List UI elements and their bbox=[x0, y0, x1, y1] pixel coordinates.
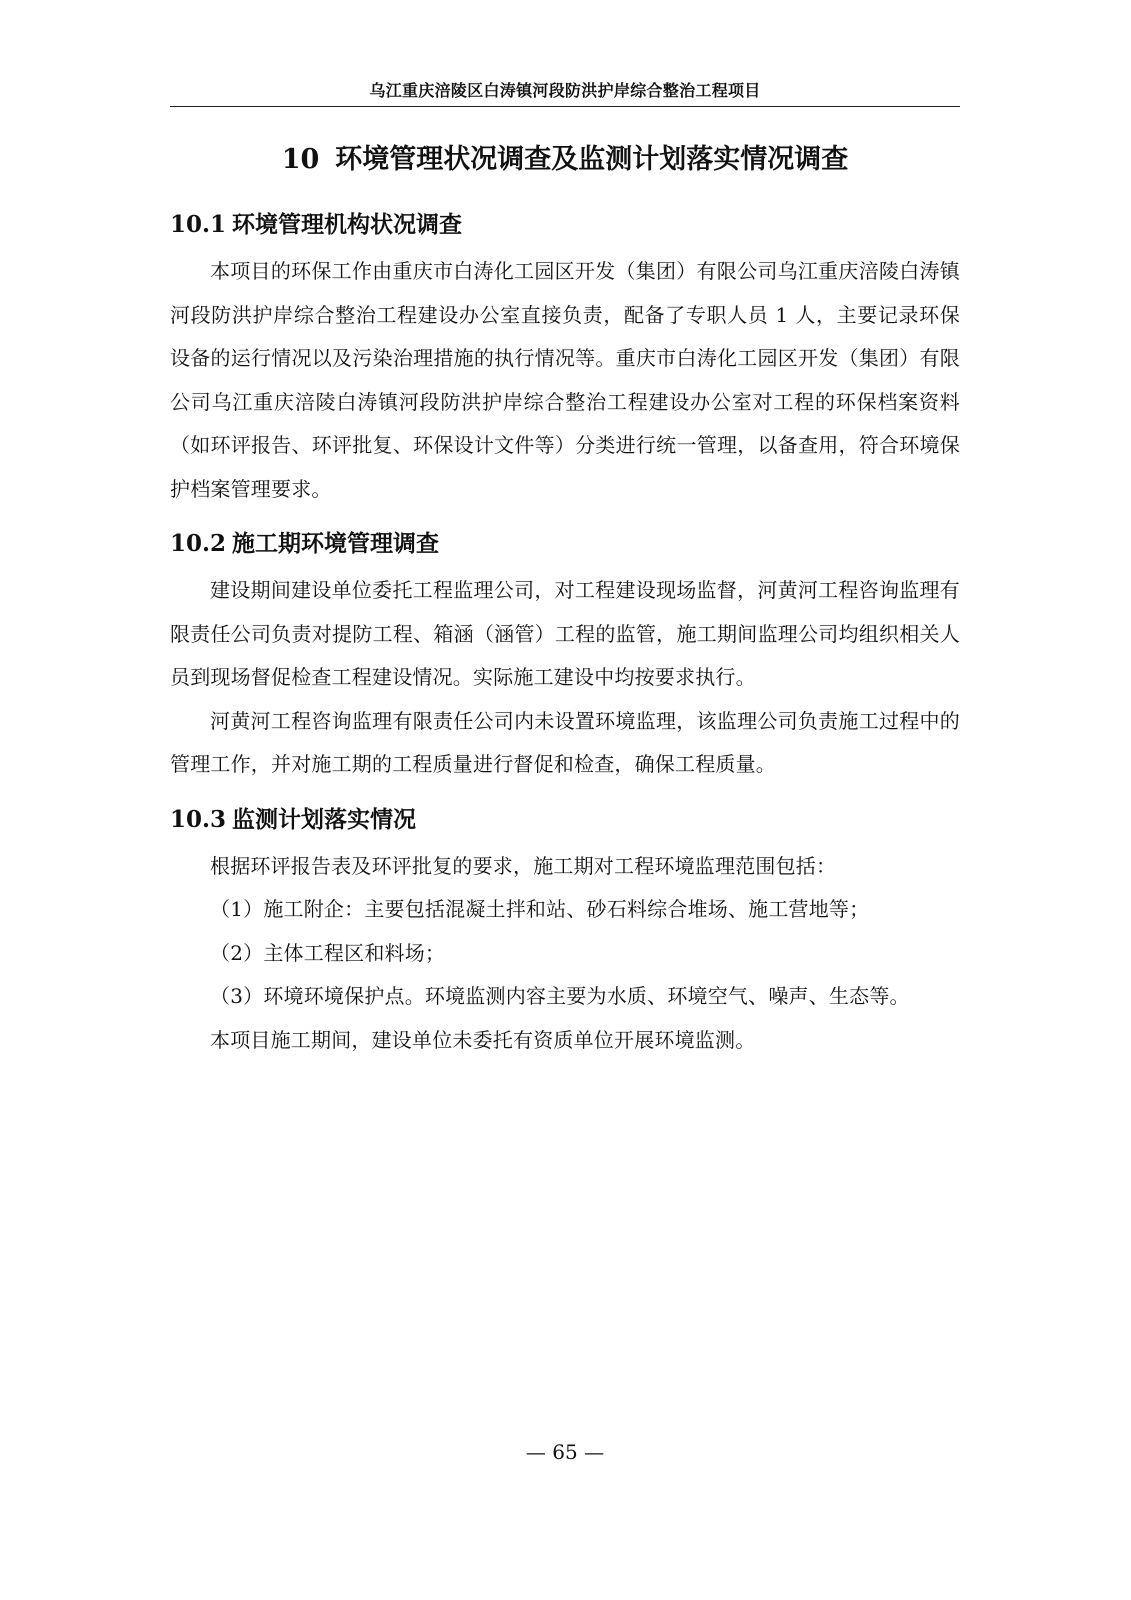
running-header: 乌江重庆涪陵区白涛镇河段防洪护岸综合整治工程项目 bbox=[369, 81, 761, 100]
list-item: （2）主体工程区和料场； bbox=[210, 940, 446, 965]
section-title: 监测计划落实情况 bbox=[232, 805, 417, 833]
paragraph: 本项目的环保工作由重庆市白涛化工园区开发（集团）有限公司乌江重庆涪陵白涛镇河段防洪护岸综合整治工程建设办公室直接负责，配备了专职人员 1 人，主要记录环保设备的运行情况以及污染治理措施的执行情况等。重庆市白涛化工园区开发（集团）有限公司乌江重庆涪陵白涛镇河段防洪护岸综合整治工程建设办公室对工程的环保档案资料（如环评报告、环评批复、环保设计文件等）分类进行统一管理，以备查用，符合环境保护档案管理要求。 bbox=[170, 259, 960, 501]
document-page bbox=[170, 0, 960, 1600]
section-number: 10.1 bbox=[170, 211, 227, 238]
page-number: — 65 — bbox=[525, 1440, 605, 1464]
list-item: （1）施工附企：主要包括混凝土拌和站、砂石料综合堆场、施工营地等； bbox=[210, 897, 870, 921]
chapter-title bbox=[170, 137, 960, 176]
section-title: 环境管理机构状况调查 bbox=[232, 211, 463, 238]
section-title: 施工期环境管理调查 bbox=[232, 530, 440, 557]
paragraph: 河黄河工程咨询监理有限责任公司内未设置环境监理，该监理公司负责施工过程中的管理工作，并对施工期的工程质量进行督促和检查，确保工程质量。 bbox=[170, 708, 960, 776]
section-number: 10.3 bbox=[170, 805, 227, 833]
section-heading-10-1 bbox=[170, 206, 960, 244]
section-number: 10.2 bbox=[170, 530, 227, 557]
section-heading-10-3 bbox=[170, 801, 960, 839]
document-body bbox=[170, 206, 960, 1062]
chapter-number: 10 bbox=[281, 144, 320, 175]
section-heading-10-2 bbox=[170, 525, 960, 563]
paragraph: 本项目施工期间，建设单位未委托有资质单位开展环境监测。 bbox=[210, 1027, 756, 1052]
chapter-title-text: 环境管理状况调查及监测计划落实情况调查 bbox=[335, 144, 849, 175]
paragraph: 建设期间建设单位委托工程监理公司，对工程建设现场监督，河黄河工程咨询监理有限责任公司负责对提防工程、箱涵（涵管）工程的监管，施工期间监理公司均组织相关人员到现场督促检查工程建设情况。实际施工建设中均按要求执行。 bbox=[170, 578, 960, 689]
header-divider bbox=[170, 106, 960, 107]
paragraph: 根据环评报告表及环评批复的要求，施工期对工程环境监理范围包括： bbox=[210, 853, 837, 878]
list-item: （3）环境环境保护点。环境监测内容主要为水质、环境空气、噪声、生态等。 bbox=[210, 984, 910, 1008]
